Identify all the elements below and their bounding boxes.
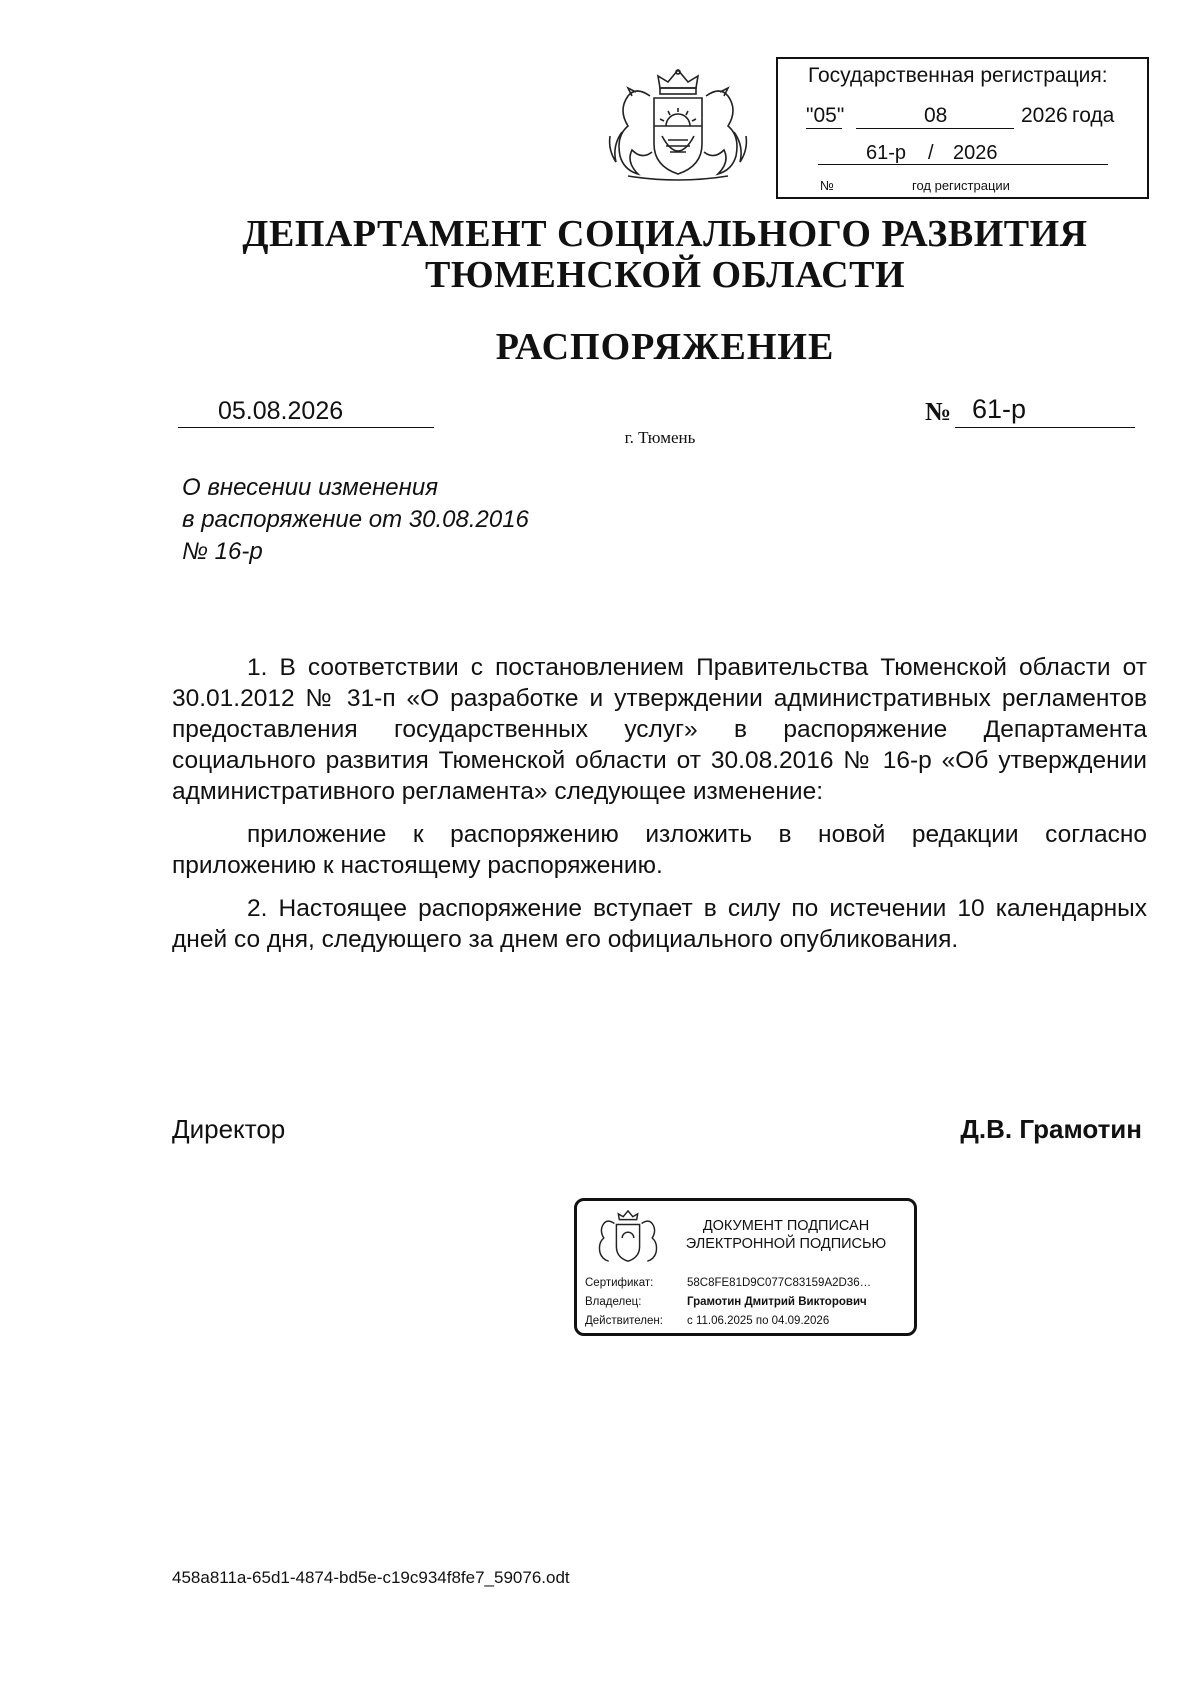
department-name-line1: ДЕПАРТАМЕНТ СОЦИАЛЬНОГО РАЗВИТИЯ [242, 213, 1088, 255]
esig-owner-label: Владелец: [585, 1296, 642, 1308]
registration-month: 08 [924, 104, 948, 127]
registration-number-underline [818, 164, 1108, 165]
esig-cert-label: Сертификат: [585, 1277, 654, 1289]
department-name-line2: ТЮМЕНСКОЙ ОБЛАСТИ [424, 254, 905, 296]
body-paragraph-2: приложение к распоряжению изложить в новой редакции согласно приложению к настоящему распоряжению. [172, 821, 1147, 879]
registration-separator: / [928, 142, 934, 164]
order-subject-line1: О внесении изменения [182, 474, 439, 501]
registration-title: Государственная регистрация: [808, 64, 1108, 87]
registration-day: "05" [806, 104, 845, 127]
registration-year-suffix: года [1072, 104, 1115, 127]
esig-valid-label: Действителен: [585, 1315, 663, 1327]
esig-cert-value: 58C8FE81D9C077C83159A2D36… [687, 1277, 872, 1289]
body-paragraph-3: 2. Настоящее распоряжение вступает в силу по истечении 10 календарных дней со дня, следующего за днем его официального опубликования. [172, 895, 1147, 953]
order-body [172, 652, 1147, 955]
registration-number: 61-р [866, 142, 907, 164]
document-filename: 458a811a-65d1-4874-bd5e-c19c934f8fe7_59076.odt [172, 1568, 570, 1587]
esig-emblem-icon [587, 1209, 669, 1267]
order-number-sign: № [925, 397, 952, 426]
esig-valid-value: с 11.06.2025 по 04.09.2026 [687, 1315, 830, 1327]
esig-header-line2: ЭЛЕКТРОННОЙ ПОДПИСЬЮ [685, 1236, 887, 1252]
order-city: г. Тюмень [624, 428, 696, 447]
order-date: 05.08.2026 [218, 397, 344, 425]
esig-header-line1: ДОКУМЕНТ ПОДПИСАН [702, 1218, 870, 1234]
registration-month-underline [856, 128, 1014, 129]
order-number: 61-р [972, 394, 1027, 424]
order-subject-line3: № 16-р [182, 538, 263, 565]
registration-year-caption: год регистрации [912, 178, 1010, 193]
signer-position: Директор [172, 1114, 286, 1144]
coat-of-arms-emblem [598, 66, 758, 186]
registration-number-caption: № [820, 178, 834, 193]
esig-header [671, 1217, 901, 1253]
order-subject-line2: в распоряжение от 30.08.2016 [182, 506, 529, 533]
document-type-title: РАСПОРЯЖЕНИЕ [495, 326, 835, 368]
body-paragraph-1: 1. В соответствии с постановлением Правительства Тюменской области от 30.01.2012 № 31-п «О разработке и утверждении административных регламентов предоставления государственных услуг» в распоряжение Департамента социального развития Тюменской области от 30.08.2016 № 16-р «Об утверждении административного регламента» следующее изменение: [172, 654, 1147, 805]
electronic-signature-stamp [574, 1198, 917, 1336]
signer-name: Д.В. Грамотин [960, 1114, 1142, 1144]
esig-owner-value: Грамотин Дмитрий Викторович [687, 1296, 867, 1308]
registration-day-underline [806, 128, 842, 129]
registration-year: 2026 [1021, 104, 1068, 127]
registration-reg-year: 2026 [953, 142, 998, 164]
